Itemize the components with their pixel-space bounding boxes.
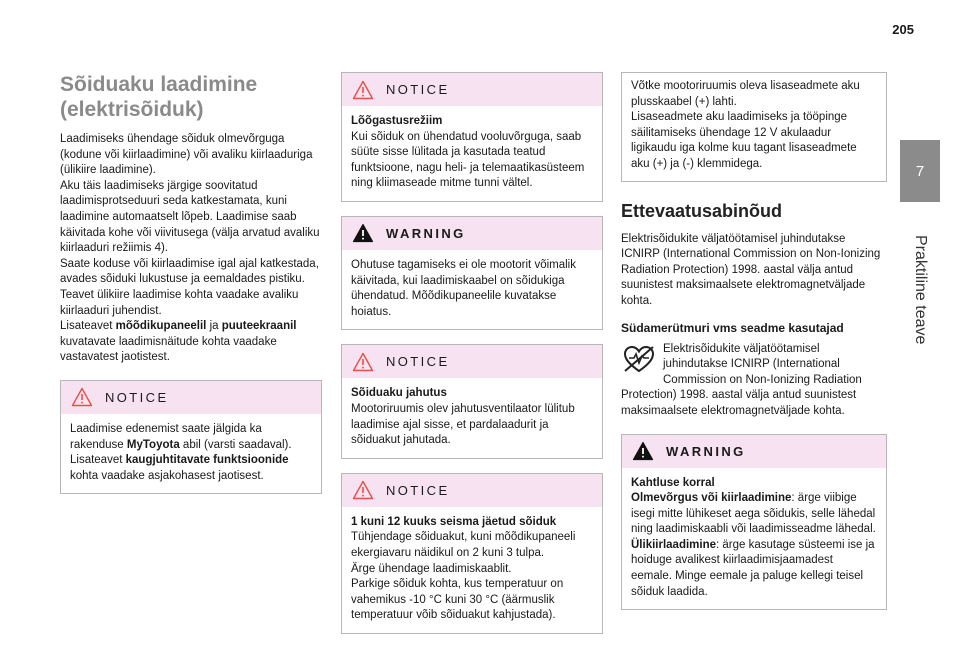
notice-text bbox=[70, 453, 312, 484]
notice-text: Ärge ühendage laadimiskaablit. bbox=[351, 562, 512, 575]
text-run: ja bbox=[206, 320, 222, 333]
warning-text bbox=[631, 538, 877, 600]
notice-header bbox=[342, 73, 602, 106]
warning-label: WARNING bbox=[386, 225, 466, 241]
notice-title: Lõõgastusrežiim bbox=[351, 115, 443, 127]
notice-text: Kui sõiduk on ühendatud vooluvõrguga, saab süüte sisse lülitada ja kasutada teatud funktsioone, nagu heli- ja telemaatikasüsteem ning kliimaseade mitme tunni vältel. bbox=[351, 130, 585, 190]
notice-text: Võtke mootoriruumis oleva lisaseadmete aku plusskaabel (+) lahti. bbox=[631, 80, 860, 108]
warning-text: Ohutuse tagamiseks ei ole mootorit võimalik käivitada, kui laadimiskaabel on sõidukiga ühendatud. Mõõdikupaneelile kuvatakse hoiatus. bbox=[351, 258, 576, 318]
text-run: Lisateavet bbox=[70, 454, 126, 467]
paragraph: Elektrisõidukite väljatöötamisel juhindutakse ICNIRP (International Commission on Non-Ionizing Radiation Protection) 1998. aastal välja antud suunistest maksimaalsete elektromagnetväljade kohta. bbox=[621, 232, 881, 307]
paragraph bbox=[60, 319, 322, 366]
warning-text bbox=[631, 491, 877, 538]
section-title-charging: Sõiduaku laadimine (elektrisõiduk) bbox=[60, 73, 258, 121]
column-left bbox=[60, 72, 322, 508]
text-run: kuvatavate laadimisnäitude kohta vaadake vastavatest jaotistest. bbox=[60, 335, 277, 364]
text-run: Laadimise edenemist saate jälgida ka rakenduse bbox=[70, 422, 262, 451]
notice-title: Sõiduaku jahutus bbox=[351, 387, 447, 400]
warning-triangle-icon bbox=[352, 223, 374, 243]
warning-label: WARNING bbox=[666, 443, 746, 459]
text-run: abil (varsti saadaval). bbox=[179, 438, 292, 451]
notice-label: NOTICE bbox=[105, 389, 169, 405]
text-run-bold: kaugjuhtitavate funktsioonide bbox=[125, 454, 289, 467]
warning-triangle-icon bbox=[632, 441, 654, 461]
text-run-bold: mõõdikupaneelil bbox=[115, 320, 207, 333]
notice-label: NOTICE bbox=[386, 354, 450, 370]
pacemaker-paragraph bbox=[621, 342, 887, 420]
text-run-bold: Olmevõrgus või kiirlaadimine bbox=[631, 492, 792, 505]
warning-box bbox=[341, 216, 603, 330]
notice-text: Lisaseadmete aku laadimiseks ja tööpinge säilitamiseks ühendage 12 V akulaadur ligikaudu iga kolme kuu tagant lisaseadmete aku (+) ja (-) klemmidega. bbox=[631, 111, 857, 170]
column-right bbox=[621, 72, 887, 624]
notice-header bbox=[342, 345, 602, 378]
warning-box bbox=[621, 434, 887, 611]
notice-body bbox=[61, 414, 321, 493]
notice-text: Mootoriruumis olev jahutusventilaator lülitub laadimise ajal sisse, et pardalaadurit ja sõiduakut jahutada. bbox=[351, 402, 575, 447]
paragraph: Laadimiseks ühendage sõiduk olmevõrguga (kodune või kiirlaadimine) või avaliku kiirlaaduriga (ülikiire laadimine). bbox=[60, 133, 313, 177]
chapter-label bbox=[896, 210, 944, 370]
notice-triangle-icon bbox=[352, 80, 374, 100]
notice-title: 1 kuni 12 kuuks seisma jäetud sõiduk bbox=[351, 515, 557, 528]
notice-box bbox=[341, 72, 603, 202]
notice-label: NOTICE bbox=[386, 82, 450, 97]
page-number: 205 bbox=[892, 22, 914, 37]
notice-text: Tühjendage sõiduakut, kuni mõõdikupaneeli ekergiavaru näidikul on 2 kuni 3 tulpa. bbox=[351, 531, 576, 559]
text-run-bold: Ülikiirlaadimine bbox=[631, 538, 717, 551]
subheading-pacemaker: Südamerütmuri vms seadme kasutajad bbox=[621, 320, 844, 335]
paragraph: Elektrisõidukite väljatöötamisel juhindutakse ICNIRP (International Commission on Non-Ionizing Radiation Protection) 1998. aastal välja antud suunistest maksimaalsete elektromagnetväljade kohta. bbox=[621, 342, 862, 417]
notice-label: NOTICE bbox=[386, 482, 450, 498]
column-middle bbox=[341, 72, 603, 648]
notice-text bbox=[70, 422, 312, 453]
notice-header bbox=[61, 381, 321, 414]
text-run-bold: MyToyota bbox=[126, 438, 180, 451]
warning-body bbox=[622, 468, 886, 610]
text-run-bold: puuteekraanil bbox=[221, 320, 297, 333]
text-run: : ärge viibige isegi mitte lühikeset aega sõidukis, selle lähedal ning laadimiskaabli või laadimisseadme lähedal. bbox=[631, 492, 876, 536]
section-title-precautions: Ettevaatusabinõud bbox=[621, 200, 783, 221]
text-run: kohta vaadake asjakohasest jaotisest. bbox=[70, 469, 264, 482]
text-run: : ärge kasutage süsteemi ise ja hoiduge avalikest kiirlaadimisjaamadest eemale. Minge eemale ja paluge kellegi teisel sõiduk laadida. bbox=[631, 538, 875, 598]
chapter-number: 7 bbox=[915, 162, 925, 180]
warning-header bbox=[622, 435, 886, 468]
notice-body bbox=[342, 378, 602, 457]
notice-body bbox=[342, 106, 602, 201]
text-run: Lisateavet bbox=[60, 320, 116, 333]
warning-body bbox=[342, 250, 602, 329]
chapter-tab[interactable] bbox=[900, 140, 940, 202]
notice-header bbox=[342, 474, 602, 507]
notice-box bbox=[341, 344, 603, 458]
continued-notice-box bbox=[621, 72, 887, 182]
paragraph: Saate koduse või kiirlaadimise igal ajal katkestada, avades sõiduki lukustuse ja eemaldades pistiku. Teavet ülikiire laadimise kohta vaadake avaliku kiirlaaduri juhendist. bbox=[60, 257, 319, 317]
chapter-label-text: Praktiline teave bbox=[912, 235, 929, 345]
notice-text: Parkige sõiduk kohta, kus temperatuur on vahemikus -10 °C kuni 30 °C (äärmuslik temperatuur võib sõiduakut kahjustada). bbox=[351, 578, 564, 622]
paragraph: Aku täis laadimiseks järgige soovitatud laadimisprotseduuri seda katkestamata, kuni laadimine automaatselt lõpeb. Laadimise saab käivitada kohe või viivitusega (välja arvatud avaliku kiirlaaduri režiimis 4). bbox=[60, 179, 320, 255]
notice-body bbox=[342, 507, 602, 633]
warning-header bbox=[342, 217, 602, 250]
notice-triangle-icon bbox=[352, 352, 374, 372]
pacemaker-icon bbox=[621, 344, 657, 374]
warning-title: Kahtluse korral bbox=[631, 476, 715, 489]
notice-triangle-icon bbox=[352, 480, 374, 500]
notice-box bbox=[60, 380, 322, 494]
notice-box bbox=[341, 473, 603, 634]
notice-triangle-icon bbox=[71, 387, 93, 407]
